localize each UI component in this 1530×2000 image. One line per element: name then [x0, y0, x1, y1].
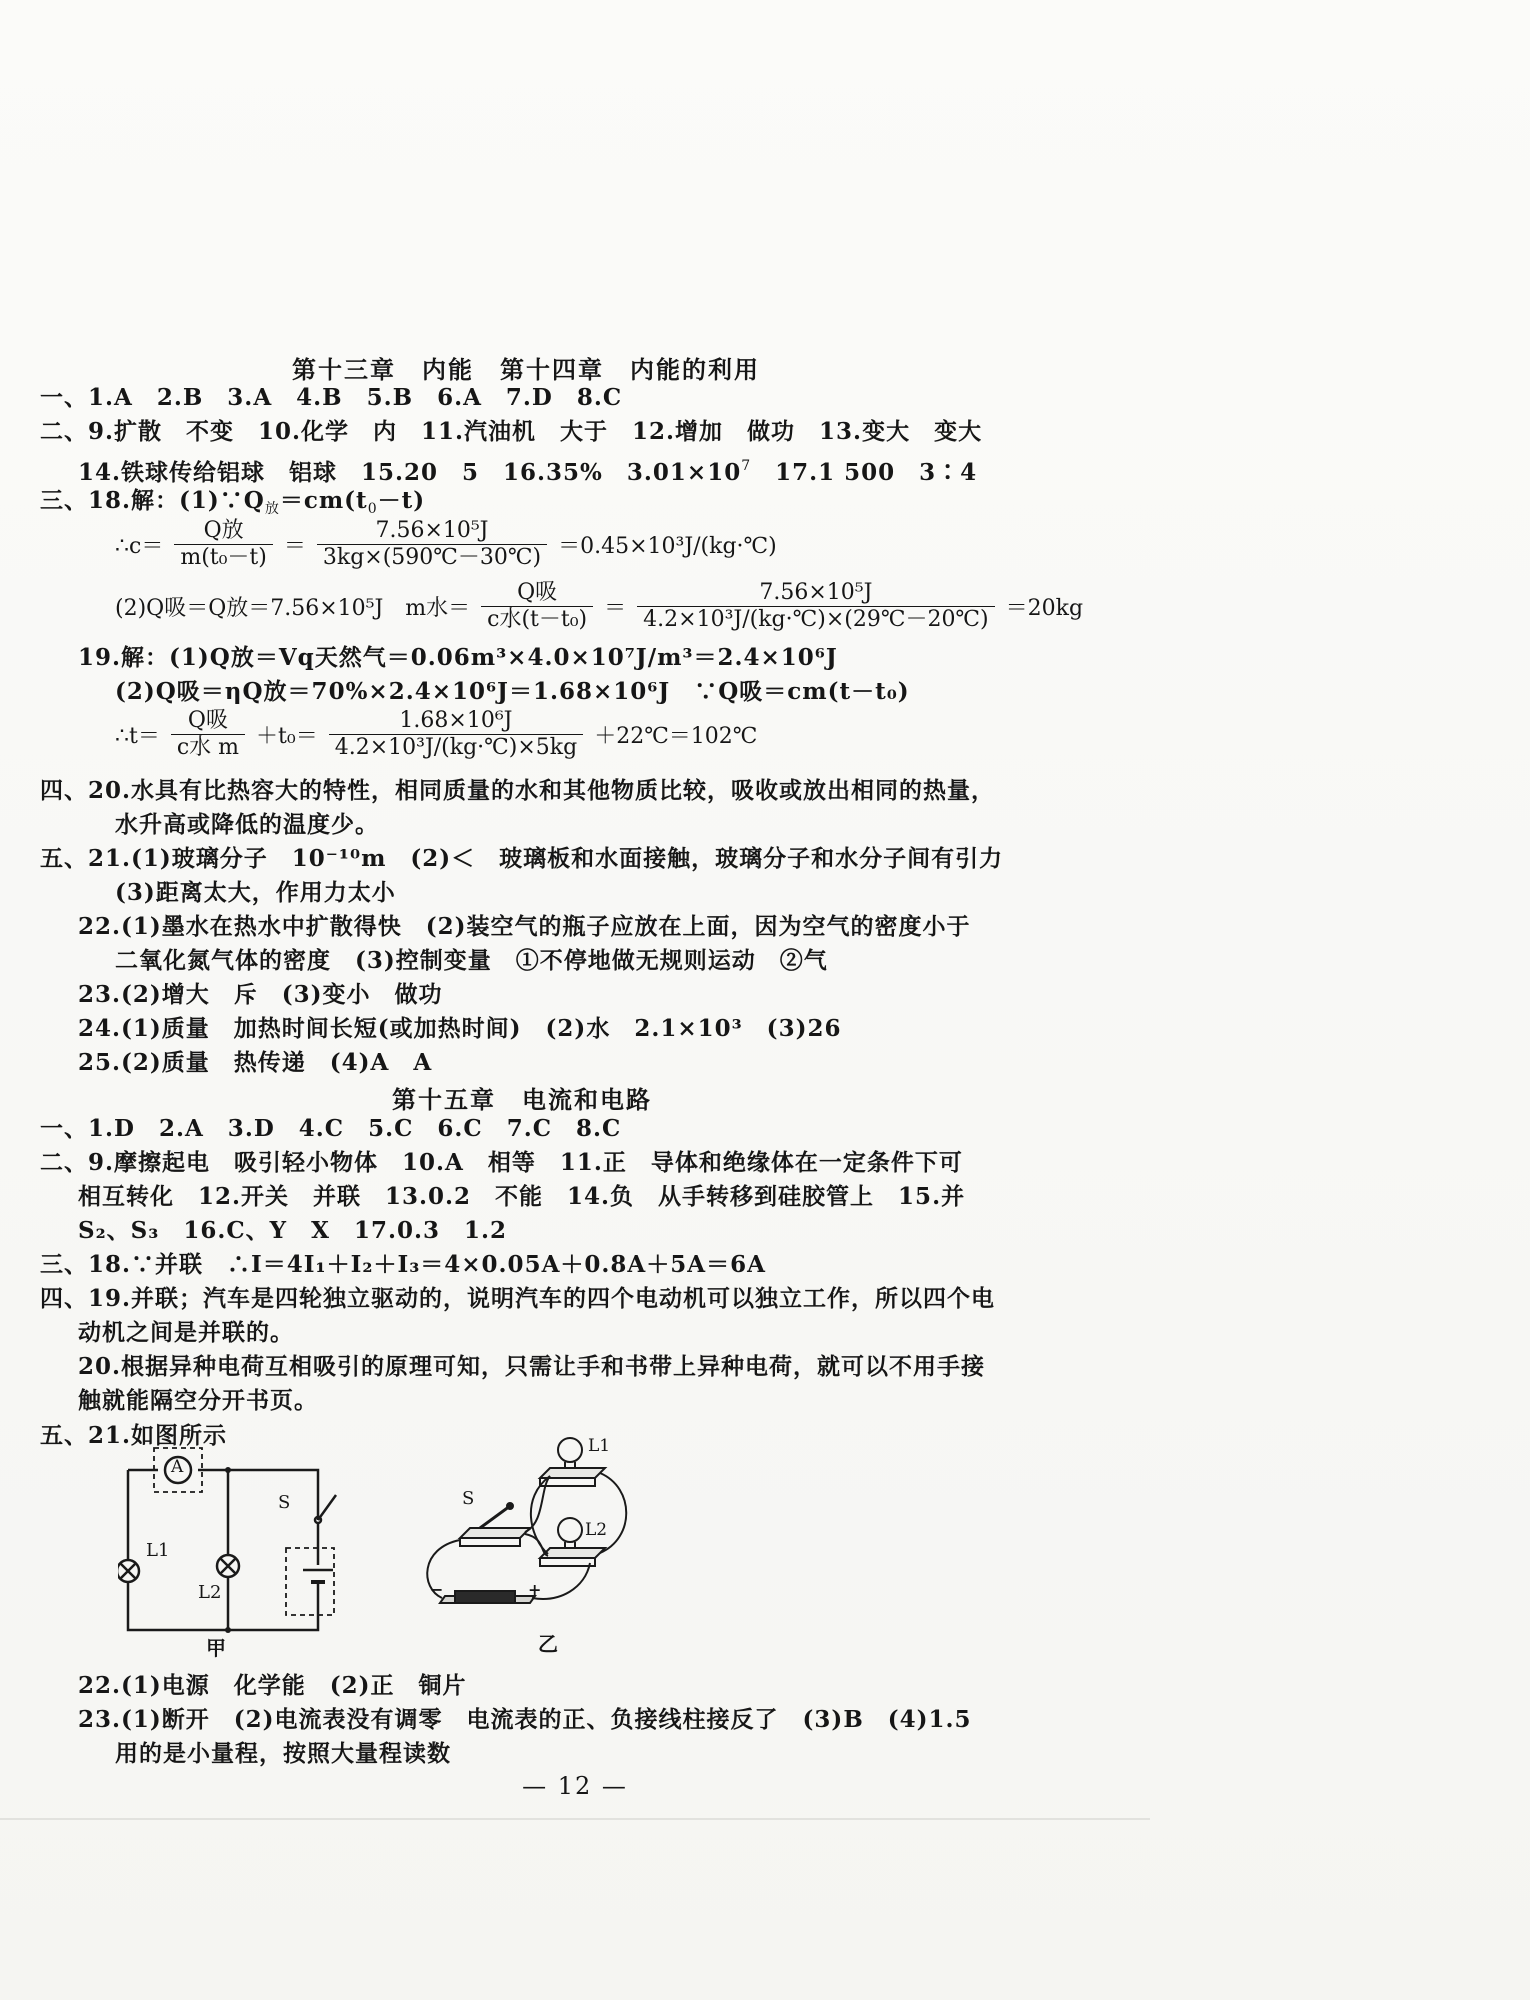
q18-lead-tail: ＝cm(t	[279, 487, 368, 514]
q18-2-f1-den: c水(t－t₀)	[487, 607, 588, 632]
q18-2-fraction-2	[637, 580, 994, 633]
q18-c-lhs: ∴c＝	[115, 534, 164, 559]
ch15-q21: 五、21.如图所示	[40, 1422, 228, 1449]
figure-yi-caption: 乙	[538, 1632, 558, 1656]
wiring-svg	[420, 1428, 710, 1663]
q19-3-fraction-2	[329, 708, 584, 761]
q18-c-f1-den: m(t₀－t)	[180, 545, 267, 570]
q18-c-f2-den: 3kg×(590℃－30℃)	[322, 545, 542, 570]
ammeter-label: A	[171, 1457, 184, 1477]
q18-c-result: ＝0.45×10³J/(kg·℃)	[558, 534, 777, 559]
q18-c-fraction-1	[174, 518, 273, 571]
ch15-q22: 22.(1)电源 化学能 (2)正 铜片	[78, 1672, 467, 1699]
s2b-text: 14.铁球传给铝球 铝球 15.20 5 16.35% 3.01×10	[78, 459, 742, 486]
q22-line-2: 二氧化氮气体的密度 (3)控制变量 ①不停地做无规则运动 ②气	[115, 947, 828, 974]
q19-part1: 19.解：(1)Q放＝Vq天然气＝0.06m³×4.0×10⁷J/m³＝2.4×10⁶J	[78, 644, 838, 671]
q20-line-2: 水升高或降低的温度少。	[115, 811, 379, 838]
q19-3-mid: ＋t₀＝	[256, 724, 318, 749]
ch15-q20-line-2: 触就能隔空分开书页。	[78, 1387, 318, 1414]
q19-part3-equation	[115, 708, 757, 761]
q18-lead-text: 三、18.解：(1)∵Q	[40, 487, 265, 514]
q20-line-1: 四、20.水具有比热容大的特性，相同质量的水和其他物质比较，吸收或放出相同的热量，	[40, 777, 996, 804]
q18-c-f1-num: Q放	[174, 518, 273, 545]
q18-lead-sub2: 0	[367, 501, 378, 517]
q24-line: 24.(1)质量 加热时间长短(或加热时间) (2)水 2.1×10³ (3)26	[78, 1015, 842, 1042]
q22-line-1: 22.(1)墨水在热水中扩散得快 (2)装空气的瓶子应放在上面，因为空气的密度小于	[78, 913, 971, 940]
figure-jia-caption: 甲	[206, 1636, 226, 1660]
q19-3-f1-num: Q吸	[171, 708, 245, 735]
junction-dot	[225, 1467, 231, 1473]
lamp-l1-label: L1	[588, 1436, 611, 1456]
q21-line-2: (3)距离太大，作用力太小	[115, 879, 396, 906]
ch13-section-1: 一、1.A 2.B 3.A 4.B 5.B 6.A 7.D 8.C	[40, 384, 623, 411]
q18-c-fraction-2	[317, 518, 547, 571]
switch-s-label: S	[462, 1488, 475, 1509]
q18-2-lhs: (2)Q吸＝Q放＝7.56×10⁵J m水＝	[115, 596, 471, 621]
ch13-section-2-line-1: 二、9.扩散 不变 10.化学 内 11.汽油机 大于 12.增加 做功 13.变大 变大	[40, 418, 983, 445]
q18-c-f2-num: 7.56×10⁵J	[317, 518, 547, 545]
lamp-l1-label: L1	[146, 1540, 170, 1561]
ch15-section-1: 一、1.D 2.A 3.D 4.C 5.C 6.C 7.C 8.C	[40, 1115, 622, 1142]
ch15-q23-line-1: 23.(1)断开 (2)电流表没有调零 电流表的正、负接线柱接反了 (3)B (4)1.5	[78, 1706, 972, 1733]
q18-part2-equation: (2)Q吸＝Q放＝7.56×10⁵J m水＝ $\frac{\text{Q吸}}{\text{c水(t－t₀)}}$ ＝ $\frac{\text{7.56×10⁵J}}{\text{4.2×10³J/(kg·℃)×(29℃－20℃)}}$ ＝20kg	[115, 580, 1084, 632]
q18-c-equation: ∴c＝ $\frac{\text{Q放}}{\text{m(t₀－t)}}$ ＝ $\frac{\text{7.56×10⁵J}}{3kg\times(590℃-30℃)}$ ＝0.45×10³J/(kg·℃)	[115, 518, 777, 570]
q25-line: 25.(2)质量 热传递 (4)A A	[78, 1049, 433, 1076]
s2b-text-tail: 17.1 500 3∶4	[751, 459, 978, 486]
q18-2-fraction-1	[481, 580, 593, 633]
q18-2-result: ＝20kg	[1005, 596, 1084, 621]
q21-line-1: 五、21.(1)玻璃分子 10⁻¹⁰m (2)＜ 玻璃板和水面接触，玻璃分子和水分子间有引力	[40, 845, 1004, 872]
ch15-q20-line-1: 20.根据异种电荷互相吸引的原理可知，只需让手和书带上异种电荷，就可以不用手接	[78, 1353, 986, 1380]
q19-3-fraction-1	[171, 708, 245, 761]
ch13-section-2-line-2	[78, 450, 977, 489]
q18-lead-end: －t)	[377, 487, 426, 514]
chapter-13-14-title: 第十三章 内能 第十四章 内能的利用	[292, 355, 760, 384]
q19-3-lhs: ∴t＝	[115, 724, 160, 749]
page-edge-divider	[0, 1818, 1150, 1820]
q19-part2: (2)Q吸＝ηQ放＝70%×2.4×10⁶J＝1.68×10⁶J ∵Q吸＝cm(t－t₀)	[115, 678, 910, 705]
wiring-diagram-yi	[420, 1428, 710, 1663]
q18-2-f2-den: 4.2×10³J/(kg·℃)×(29℃－20℃)	[643, 607, 989, 632]
q19-3-f1-den: c水 m	[176, 735, 240, 760]
ch15-q19-line-2: 动机之间是并联的。	[78, 1319, 294, 1346]
ch15-q23-line-2: 用的是小量程，按照大量程读数	[115, 1740, 451, 1767]
q19-3-f2-num: 1.68×10⁶J	[329, 708, 584, 735]
switch-s-label: S	[278, 1492, 291, 1513]
lamp-l2-label: L2	[198, 1582, 222, 1603]
circuit-diagram-jia	[118, 1440, 358, 1660]
q23-line: 23.(2)增大 斥 (3)变小 做功	[78, 981, 443, 1008]
page-number: — 12 —	[522, 1772, 628, 1800]
q18-lead-sub: 放	[264, 501, 280, 517]
q18-2-f2-num: 7.56×10⁵J	[637, 580, 994, 607]
q19-3-f2-den: 4.2×10³J/(kg·℃)×5kg	[334, 735, 578, 760]
ch15-section-2-line-1: 二、9.摩擦起电 吸引轻小物体 10.A 相等 11.正 导体和绝缘体在一定条件下可	[40, 1149, 963, 1176]
q18-2-f1-num: Q吸	[481, 580, 593, 607]
battery-plus-label: +	[528, 1580, 542, 1599]
q19-3-result: ＋22℃＝102℃	[594, 724, 758, 749]
ch15-section-2-line-3: S₂、S₃ 16.C、Y X 17.0.3 1.2	[78, 1217, 507, 1244]
lamp-l2-label: L2	[585, 1520, 608, 1540]
ch15-q18: 三、18.∵并联 ∴I＝4I₁＋I₂＋I₃＝4×0.05A＋0.8A＋5A＝6A	[40, 1251, 766, 1278]
battery-minus-label: −	[430, 1580, 444, 1599]
ch15-section-2-line-2: 相互转化 12.开关 并联 13.0.2 不能 14.负 从手转移到硅胶管上 15.并	[78, 1183, 966, 1210]
s2b-exponent: 7	[741, 458, 752, 474]
chapter-15-title: 第十五章 电流和电路	[392, 1085, 652, 1114]
ch15-q19-line-1: 四、19.并联；汽车是四轮独立驱动的，说明汽车的四个电动机可以独立工作，所以四个电	[40, 1285, 996, 1312]
